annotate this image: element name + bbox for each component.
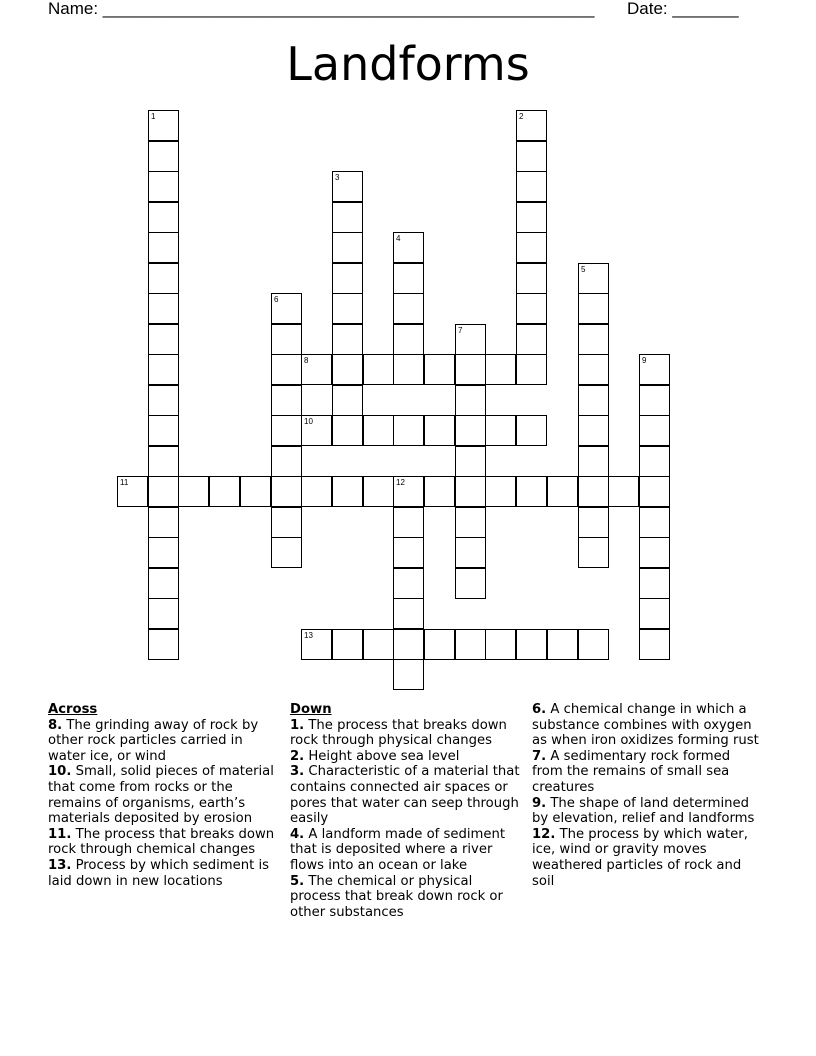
clue-item: [290, 718, 524, 749]
clue-item: [532, 702, 760, 749]
clue-item: [290, 764, 524, 826]
clue-number-label: 8: [304, 356, 309, 365]
grid-cell[interactable]: [639, 598, 670, 629]
clue-text: Process by which sediment is laid down in new locations: [48, 857, 269, 889]
clue-number-label: 10: [304, 417, 313, 426]
grid-cell[interactable]: [485, 476, 516, 507]
clue-number: 13.: [48, 857, 72, 873]
grid-cell[interactable]: [393, 598, 424, 629]
grid-cell[interactable]: [516, 324, 547, 355]
grid-cell[interactable]: [148, 446, 179, 477]
grid-cell[interactable]: [332, 202, 363, 233]
grid-cell[interactable]: [393, 354, 424, 385]
grid-cell[interactable]: [332, 171, 363, 202]
down-heading: Down: [290, 702, 332, 717]
clue-number-label: 5: [581, 265, 586, 274]
clue-text: Small, solid pieces of material that come from rocks or the remains of organisms, earth’s materials deposited by erosion: [48, 764, 274, 827]
grid-cell[interactable]: [639, 629, 670, 660]
grid-cell[interactable]: [639, 446, 670, 477]
clue-number: 7.: [532, 748, 547, 764]
grid-cell[interactable]: [178, 476, 209, 507]
grid-cell[interactable]: [516, 263, 547, 294]
clue-text: Characteristic of a material that contains connected air spaces or pores that water can seep through easily: [290, 764, 520, 827]
grid-cell[interactable]: [148, 507, 179, 538]
grid-cell[interactable]: [393, 263, 424, 294]
grid-cell[interactable]: [516, 415, 547, 446]
grid-cell[interactable]: [578, 293, 609, 324]
clue-number-label: 2: [519, 112, 524, 121]
grid-cell[interactable]: [578, 354, 609, 385]
grid-cell[interactable]: [393, 568, 424, 599]
grid-cell[interactable]: [148, 263, 179, 294]
grid-cell[interactable]: [148, 598, 179, 629]
clue-item: [48, 764, 276, 826]
down-clues-continued: [532, 702, 760, 889]
grid-cell[interactable]: [516, 141, 547, 172]
clue-item: [48, 827, 276, 858]
grid-cell[interactable]: [332, 263, 363, 294]
grid-cell[interactable]: [608, 476, 639, 507]
grid-cell[interactable]: [516, 232, 547, 263]
clue-number: 4.: [290, 826, 305, 842]
clue-text: The chemical or physical process that break down rock or other substances: [290, 873, 503, 920]
grid-cell[interactable]: [271, 293, 302, 324]
grid-cell[interactable]: [332, 324, 363, 355]
grid-cell[interactable]: [455, 415, 486, 446]
grid-cell[interactable]: [455, 537, 486, 568]
grid-cell[interactable]: [332, 476, 363, 507]
grid-cell[interactable]: [332, 629, 363, 660]
grid-cell[interactable]: [578, 537, 609, 568]
clue-item: [532, 796, 760, 827]
grid-cell[interactable]: [148, 354, 179, 385]
clue-number: 3.: [290, 764, 305, 780]
clue-number-label: 9: [642, 356, 647, 365]
clue-number-label: 6: [274, 295, 279, 304]
grid-cell[interactable]: [148, 629, 179, 660]
grid-cell[interactable]: [424, 476, 455, 507]
grid-cell[interactable]: [301, 354, 332, 385]
clue-number: 9.: [532, 795, 547, 811]
grid-cell[interactable]: [301, 476, 332, 507]
clue-number-label: 11: [120, 478, 129, 487]
grid-cell[interactable]: [455, 629, 486, 660]
down-clues: [290, 702, 524, 920]
grid-cell[interactable]: [639, 476, 670, 507]
name-line[interactable]: ____________________________________________________: [102, 0, 595, 18]
clue-item: [48, 858, 276, 889]
grid-cell[interactable]: [578, 415, 609, 446]
grid-cell[interactable]: [639, 354, 670, 385]
clue-number-label: 1: [151, 112, 156, 121]
grid-cell[interactable]: [393, 324, 424, 355]
grid-cell[interactable]: [332, 385, 363, 416]
grid-cell[interactable]: [148, 110, 179, 141]
clue-item: [48, 718, 276, 765]
grid-cell[interactable]: [148, 141, 179, 172]
grid-cell[interactable]: [516, 110, 547, 141]
grid-cell[interactable]: [148, 415, 179, 446]
grid-cell[interactable]: [301, 415, 332, 446]
clue-item: [532, 827, 760, 889]
grid-cell[interactable]: [485, 629, 516, 660]
clue-number: 11.: [48, 826, 72, 842]
name-label: Name:: [48, 0, 103, 18]
across-clues: [48, 702, 276, 889]
grid-cell[interactable]: [148, 324, 179, 355]
grid-cell[interactable]: [516, 293, 547, 324]
grid-cell[interactable]: [547, 629, 578, 660]
page-title: Landforms: [286, 37, 530, 91]
clue-number-label: 7: [458, 326, 463, 335]
grid-cell[interactable]: [393, 293, 424, 324]
grid-cell[interactable]: [148, 568, 179, 599]
clue-number-label: 13: [304, 631, 313, 640]
grid-cell[interactable]: [516, 202, 547, 233]
grid-cell[interactable]: [393, 507, 424, 538]
grid-cell[interactable]: [393, 232, 424, 263]
grid-cell[interactable]: [332, 232, 363, 263]
grid-cell[interactable]: [455, 324, 486, 355]
clue-number-label: 4: [396, 234, 401, 243]
grid-cell[interactable]: [393, 629, 424, 660]
clue-item: [290, 749, 524, 765]
grid-cell[interactable]: [485, 354, 516, 385]
clue-number: 5.: [290, 873, 305, 889]
grid-cell[interactable]: [393, 537, 424, 568]
grid-cell[interactable]: [393, 659, 424, 690]
grid-cell[interactable]: [639, 415, 670, 446]
grid-cell[interactable]: [485, 415, 516, 446]
grid-cell[interactable]: [455, 476, 486, 507]
clue-item: [290, 874, 524, 921]
grid-cell[interactable]: [547, 476, 578, 507]
grid-cell[interactable]: [271, 324, 302, 355]
grid-cell[interactable]: [455, 354, 486, 385]
grid-cell[interactable]: [455, 446, 486, 477]
grid-cell[interactable]: [148, 202, 179, 233]
grid-cell[interactable]: [578, 324, 609, 355]
grid-cell[interactable]: [455, 568, 486, 599]
grid-cell[interactable]: [148, 385, 179, 416]
grid-cell[interactable]: [393, 415, 424, 446]
across-heading: Across: [48, 702, 98, 717]
grid-cell[interactable]: [271, 415, 302, 446]
clue-text: The grinding away of rock by other rock particles carried in water ice, or wind: [48, 717, 259, 764]
grid-cell[interactable]: [578, 446, 609, 477]
clue-number: 2.: [290, 748, 305, 764]
clue-number: 1.: [290, 717, 305, 733]
clue-text: A sedimentary rock formed from the remains of small sea creatures: [532, 748, 731, 795]
grid-cell[interactable]: [363, 476, 394, 507]
date-label: Date:: [627, 0, 673, 18]
grid-cell[interactable]: [148, 171, 179, 202]
clue-item: [532, 749, 760, 796]
grid-cell[interactable]: [639, 385, 670, 416]
grid-cell[interactable]: [639, 568, 670, 599]
grid-cell[interactable]: [578, 476, 609, 507]
clue-number: 12.: [532, 826, 556, 842]
grid-cell[interactable]: [301, 629, 332, 660]
clue-item: [290, 827, 524, 874]
grid-cell[interactable]: [578, 629, 609, 660]
grid-cell[interactable]: [424, 629, 455, 660]
grid-cell[interactable]: [363, 629, 394, 660]
grid-cell[interactable]: [271, 354, 302, 385]
grid-cell[interactable]: [639, 537, 670, 568]
grid-cell[interactable]: [209, 476, 240, 507]
clue-number: 6.: [532, 702, 547, 717]
grid-cell[interactable]: [516, 629, 547, 660]
clue-text: The shape of land determined by elevation, relief and landforms: [532, 795, 755, 827]
grid-cell[interactable]: [455, 507, 486, 538]
date-line[interactable]: _______: [672, 0, 739, 18]
grid-cell[interactable]: [271, 476, 302, 507]
grid-cell[interactable]: [393, 476, 424, 507]
clue-number: 10.: [48, 764, 72, 780]
grid-cell[interactable]: [271, 537, 302, 568]
clue-text: The process that breaks down rock through chemical changes: [48, 826, 275, 858]
grid-cell[interactable]: [639, 507, 670, 538]
grid-cell[interactable]: [424, 354, 455, 385]
clue-number-label: 12: [396, 478, 405, 487]
clue-number: 8.: [48, 717, 63, 733]
grid-cell[interactable]: [148, 537, 179, 568]
grid-cell[interactable]: [578, 507, 609, 538]
clue-text: The process that breaks down rock through physical changes: [290, 717, 507, 749]
grid-cell[interactable]: [332, 415, 363, 446]
grid-cell[interactable]: [240, 476, 271, 507]
grid-cell[interactable]: [455, 385, 486, 416]
grid-cell[interactable]: [578, 263, 609, 294]
grid-cell[interactable]: [363, 415, 394, 446]
grid-cell[interactable]: [424, 415, 455, 446]
grid-cell[interactable]: [363, 354, 394, 385]
grid-cell[interactable]: [148, 293, 179, 324]
clue-text: A chemical change in which a substance combines with oxygen as when iron oxidizes forming rust: [532, 702, 759, 749]
clue-text: Height above sea level: [304, 748, 460, 764]
grid-cell[interactable]: [148, 232, 179, 263]
grid-cell[interactable]: [516, 476, 547, 507]
grid-cell[interactable]: [148, 476, 179, 507]
grid-cell[interactable]: [332, 354, 363, 385]
grid-cell[interactable]: [271, 446, 302, 477]
grid-cell[interactable]: [578, 385, 609, 416]
grid-cell[interactable]: [271, 385, 302, 416]
grid-cell[interactable]: [332, 293, 363, 324]
clue-text: A landform made of sediment that is deposited where a river flows into an ocean or lake: [290, 826, 506, 873]
grid-cell[interactable]: [516, 171, 547, 202]
clue-number-label: 3: [335, 173, 340, 182]
grid-cell[interactable]: [271, 507, 302, 538]
clue-text: The process by which water, ice, wind or gravity moves weathered particles of rock and soil: [532, 826, 748, 889]
grid-cell[interactable]: [516, 354, 547, 385]
grid-cell[interactable]: [117, 476, 148, 507]
